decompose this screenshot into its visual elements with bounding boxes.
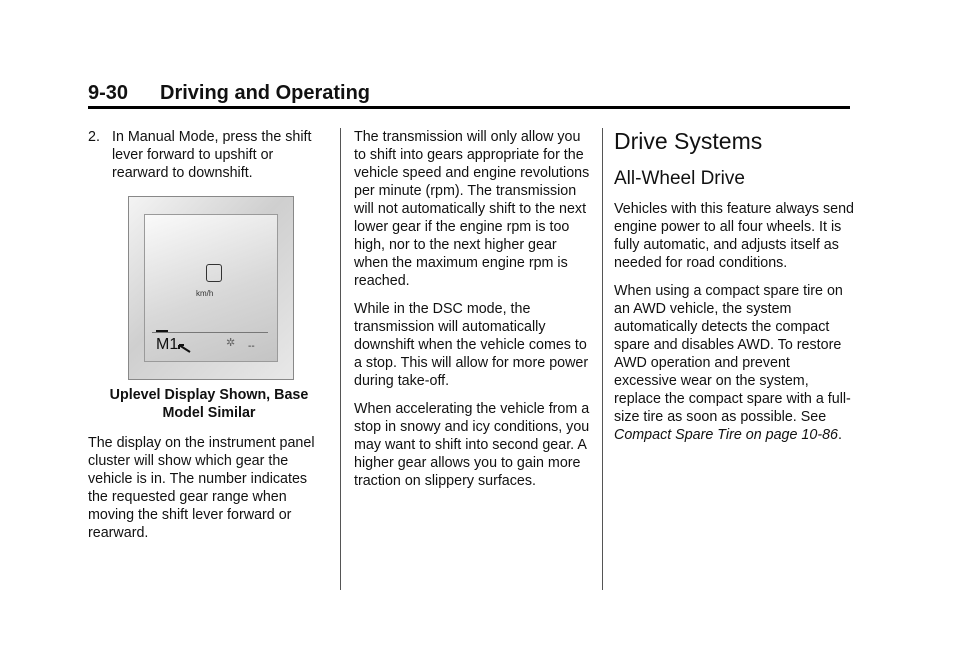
column-middle bbox=[354, 128, 592, 500]
column-divider-2 bbox=[602, 128, 603, 590]
paragraph: The transmission will only allow you to shift into gears appropriate for the vehicle speed and engine revolutions per minute (rpm). The transmission will not automatically shift to the next lower gear if the engine rpm is too high, nor to the next higher gear when the maximum engine rpm is reached. bbox=[354, 129, 590, 289]
figure-caption: Uplevel Display Shown, Base Model Similar bbox=[109, 387, 309, 421]
column-right bbox=[614, 128, 856, 454]
display-baseline-marker bbox=[156, 330, 168, 332]
speed-digit-box bbox=[206, 264, 222, 282]
right-readout: -- bbox=[248, 341, 255, 352]
speed-unit-label: km/h bbox=[196, 289, 214, 298]
section-heading: Drive Systems bbox=[614, 128, 763, 154]
gear-indicator: M1 bbox=[156, 336, 179, 353]
paragraph-text: When using a compact spare tire on an AWD vehicle, the system automatically detects the compact spare and disables AWD. To restore AWD operation and prevent excessive wear on the system, replace the compact spare with a full-size tire as soon as possible. See bbox=[614, 283, 851, 425]
column-left bbox=[88, 128, 330, 552]
sun-icon: ✲ bbox=[226, 337, 236, 349]
paragraph: Vehicles with this feature always send engine power to all four wheels. It is fully automatic, and adjusts itself as needed for road conditions. bbox=[614, 201, 854, 271]
up-arrow-icon bbox=[178, 344, 192, 354]
step-text: In Manual Mode, press the shift lever forward to upshift or rearward to downshift. bbox=[112, 129, 312, 181]
instrument-cluster-figure bbox=[128, 196, 294, 380]
display-baseline bbox=[152, 332, 268, 333]
paragraph-end: . bbox=[838, 427, 842, 443]
page-header bbox=[88, 80, 850, 109]
step-number: 2. bbox=[88, 129, 100, 145]
column-divider-1 bbox=[340, 128, 341, 590]
paragraph bbox=[614, 282, 856, 444]
paragraph: When accelerating the vehicle from a stop in snowy and icy conditions, you may want to shift into second gear. A higher gear allows you to gain more traction on slippery surfaces. bbox=[354, 401, 590, 489]
section-title: Driving and Operating bbox=[160, 82, 371, 104]
cross-reference-link[interactable]: Compact Spare Tire on page 10-86 bbox=[614, 427, 838, 443]
page-number: 9-30 bbox=[88, 82, 129, 104]
subsection-heading: All-Wheel Drive bbox=[614, 168, 745, 189]
paragraph: While in the DSC mode, the transmission will automatically downshift when the vehicle comes to a stop. This will allow for more power during take-off. bbox=[354, 301, 589, 389]
paragraph: The display on the instrument panel cluster will show which gear the vehicle is in. The number indicates the requested gear range when moving the shift lever forward or rearward. bbox=[88, 435, 315, 541]
numbered-step bbox=[88, 128, 330, 182]
